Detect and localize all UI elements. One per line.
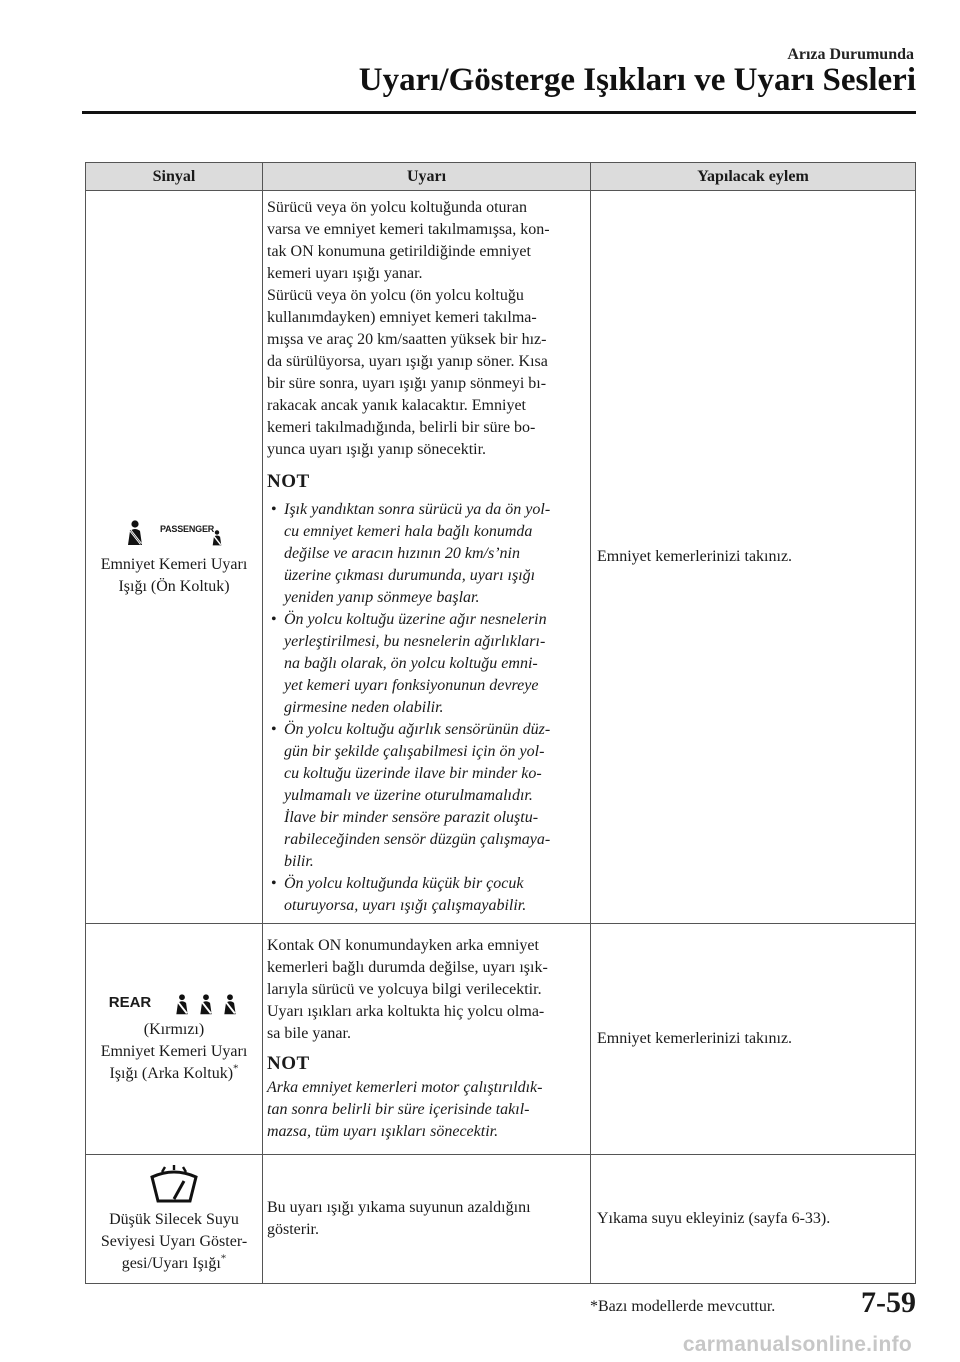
column-header-action: Yapılacak eylem: [591, 163, 916, 191]
text-line: yerleştirilmesi, bu nesnelerin ağırlıkları-: [284, 633, 546, 650]
note-title: NOT: [267, 471, 310, 492]
seatbelt-icon: [221, 994, 239, 1015]
table-row: [86, 924, 916, 1155]
footnote-mark: *: [233, 1062, 239, 1075]
seatbelt-icon: [173, 994, 191, 1015]
seatbelt-icon: [197, 994, 215, 1015]
column-header-signal: Sinyal: [86, 163, 263, 191]
text-line: larıyla sürücü ve yolcuya bilgi verilecektir.: [267, 981, 542, 998]
text-line: da sürülüyorsa, uyarı ışığı yanıp söner. Kısa: [267, 353, 548, 370]
text-line: kemeri takılmadığında, belirli bir süre bo-: [267, 419, 536, 436]
text-line: cu emniyet kemeri hala bağlı konumda: [284, 523, 533, 540]
section-title: Arıza Durumunda: [787, 46, 914, 63]
text-line: Sürücü veya ön yolcu (ön yolcu koltuğu: [267, 287, 524, 304]
text-line: girmesine neden olabilir.: [284, 699, 444, 716]
signal-icons: [90, 516, 258, 546]
text-line: gün bir şekilde çalışabilmesi için ön yol-: [284, 743, 545, 760]
text-line: (Kırmızı): [143, 1020, 205, 1038]
table-row: [86, 191, 916, 924]
column-header-warning: Uyarı: [263, 163, 591, 191]
text-line: kemeri uyarı ışığı yanar.: [267, 265, 423, 282]
warning-text: [267, 935, 584, 1045]
action-cell: Emniyet kemerlerinizi takınız.: [591, 191, 916, 924]
signal-label: Emniyet Kemeri Uyarı Işığı (Ön Koltuk): [100, 556, 248, 595]
bullet-icon: •: [271, 721, 277, 738]
text-line: oturuyorsa, uyarı ışığı çalışmayabilir.: [284, 897, 527, 914]
text-line: rakacak ancak yanık kalacaktır. Emniyet: [267, 397, 526, 414]
bullet-icon: •: [271, 501, 277, 518]
signal-label: [90, 1209, 258, 1275]
text-line: na bağlı olarak, ön yolcu koltuğu emni-: [284, 655, 538, 672]
text-line: değilse ve aracın hızının 20 km/s’nin: [284, 545, 520, 562]
footnote-mark: *: [220, 1252, 227, 1265]
text-line: tan sonra belirli bir süre içerisinde takıl-: [267, 1101, 530, 1118]
text-line: İlave bir minder sensöre parazit oluştu-: [284, 809, 539, 826]
text-line: cu koltuğu üzerinde ilave bir minder ko-: [284, 765, 542, 782]
header-divider: [82, 111, 916, 114]
text-line: Ön yolcu koltuğu ağırlık sensörünün düz-: [284, 721, 551, 738]
text-line: yeniden yanıp sönmeye başlar.: [284, 589, 480, 606]
table-header-row: [86, 163, 916, 191]
warning-lights-table: [85, 162, 916, 1284]
text-line: Emniyet Kemeri Uyarı: [100, 1042, 248, 1060]
text-line: sa bile yanar.: [267, 1025, 351, 1042]
bullet-icon: •: [271, 875, 277, 892]
text-line: Bu uyarı ışığı yıkama suyunun azaldığını: [267, 1199, 531, 1216]
rear-seatbelt-icon: [90, 994, 258, 1015]
text-line: mazsa, tüm uyarı ışıkları sönecektir.: [267, 1123, 499, 1140]
warning-cell: [263, 1155, 591, 1284]
note-item: [267, 873, 584, 917]
signal-cell: [86, 1155, 263, 1284]
text-line: kemerleri bağlı durumda değilse, uyarı ışık-: [267, 959, 548, 976]
text-line: bir süre sonra, uyarı ışığı yanıp sönmeyi bı-: [267, 375, 547, 392]
page-number: 7-59: [861, 1286, 916, 1319]
text-line: Işığı (Arka Koltuk)*: [109, 1062, 239, 1082]
note-item: [267, 499, 584, 609]
text-line: yulmamalı ve üzerine oturulmamalıdır.: [284, 787, 533, 804]
text-line: bilir.: [284, 853, 314, 870]
text-line: Işık yandıktan sonra sürücü ya da ön yol-: [284, 501, 551, 518]
passenger-seatbelt-icon: [160, 516, 224, 546]
washer-fluid-icon: [148, 1163, 200, 1205]
watermark: carmanualsonline.info: [682, 1333, 912, 1356]
page-title: Uyarı/Gösterge Işıkları ve Uyarı Sesleri: [358, 62, 916, 98]
footnote: *Bazı modellerde mevcuttur.: [590, 1298, 776, 1315]
text-line: Uyarı ışıkları arka koltukta hiç yolcu olma-: [267, 1003, 545, 1020]
rear-label: REAR: [108, 993, 152, 1011]
text-line: gesi/Uyarı Işığı*: [121, 1252, 227, 1272]
note-item: [267, 719, 584, 873]
text-line: yunca uyarı ışığı yanıp sönecektir.: [267, 441, 487, 458]
text-line: Arka emniyet kemerleri motor çalıştırıldık-: [267, 1079, 543, 1096]
action-cell: Yıkama suyu ekleyiniz (sayfa 6-33).: [591, 1155, 916, 1284]
warning-cell: [263, 191, 591, 924]
seatbelt-icon: [124, 520, 146, 546]
note-item: [267, 609, 584, 719]
text-line: varsa ve emniyet kemeri takılmamışsa, kon-: [267, 221, 550, 238]
text-line: Kontak ON konumundayken arka emniyet: [267, 937, 539, 954]
text-line: yet kemeri uyarı fonksiyonunun devreye: [284, 677, 539, 694]
text-line: rabileceğinden sensör düzgün çalışmaya-: [284, 831, 551, 848]
bullet-icon: •: [271, 611, 277, 628]
signal-cell: [86, 924, 263, 1155]
action-cell: Emniyet kemerlerinizi takınız.: [591, 924, 916, 1155]
text-line: üzerine çıkması durumunda, uyarı ışığı: [284, 567, 536, 584]
passenger-label: PASSENGER: [160, 524, 215, 534]
note-title: NOT: [267, 1053, 310, 1074]
note-list: [267, 499, 584, 917]
warning-cell: [263, 924, 591, 1155]
signal-cell: [86, 191, 263, 924]
note-text: [267, 1077, 584, 1143]
text-line: Ön yolcu koltuğunda küçük bir çocuk: [284, 875, 524, 892]
text-line: Sürücü veya ön yolcu koltuğunda oturan: [267, 199, 527, 216]
text-line: mışsa ve araç 20 km/saatten yüksek bir hız-: [267, 331, 547, 348]
text-line: Ön yolcu koltuğu üzerine ağır nesnelerin: [284, 611, 547, 628]
text-line: Düşük Silecek Suyu: [109, 1211, 239, 1228]
text-line: tak ON konumuna getirildiğinde emniyet: [267, 243, 531, 260]
text-line: kullanımdayken) emniyet kemeri takılma-: [267, 309, 537, 326]
warning-text: [267, 197, 584, 461]
text-line: Seviyesi Uyarı Göster-: [100, 1233, 248, 1250]
table-row: [86, 1155, 916, 1284]
text-line: gösterir.: [267, 1221, 319, 1238]
signal-label: [90, 1019, 258, 1085]
